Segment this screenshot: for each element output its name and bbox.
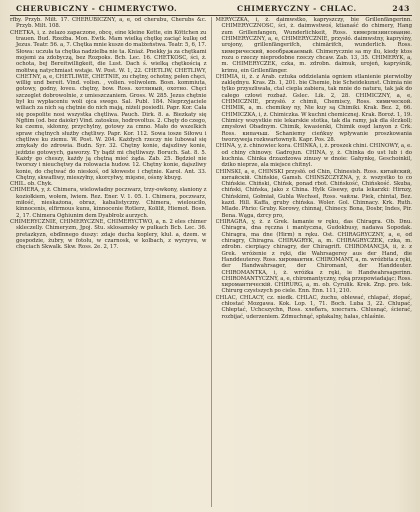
entry-paragraph: MERYCZKA, i, ż. daimwstko, kapryszczy, bie Grillenfängerinn. CHIMERYCZNOSC, ści, ż. daimwstwoś, ktianaść do chimery, Hang zum Grillenfangen, Wunderlichkeit, Ross. химерлизиисованиe. CHIMERYCZNY, a, e, CHIMERYCZNIE, przysłó. daimwstny, kapryśny, urojony, grillenfängerifch, chimärifch, wunderlich. Ross. химерический, вооображаемый. Chimerycznie sa my ilu, kiedy ktos rozu o rzeczy nieprodobne rzeczy chcaw. Zab. 13, 35. CHIMERYK, a, m. CHIMERYCZEK, czka, m. zdrobn. daimuk, urojeń, kapryśnik, krimu, ein Grillenfänger. [215,17,412,74]
entry-paragraph: rfby. Przyb. Milt. 17. CHERUBICZNY, a, e, od cherubu, Cherubs &c. Przyb. Milt. 108. [10,17,207,30]
entry-paragraph: CHLAC, CHLACY, cz. niedk. CHLAC, żuchu, oblewać, chlapać, żlopać, chłostać Mozgawa. Kok. Lop. 1, 71. Boch. Luba 3, 22. Chlupać, Chłeptać, Uchcszychn, Ross. хлебать, хлестать. Chlusnąć, ścierać, rozbijać, uderzeniem. Zdmuchnąć, spłakalny, hałas, chlaśnie. [215,294,412,320]
right-running-title: CHIMERYCZNY - CHLAC. [237,3,357,13]
entry-paragraph: CHIMERA, y, ż. Chimera, wielowładny poczwarz, trzy-owkony, slaniony z koziołkiem, wołem, lwiem. Rez. Ener. V. 1. 05. 1. Chimera, poczwarz, miłość, nieskażona, obraz, kabalistyczny. Chimera, wielouciło, kinnocenis, elfirmous kunu, kinnocenie Rotlerz, Kolilit, Hiemot. Bosn. 2, 17. Chimera Oghiunim dem Dyabłrolz aurzych. [10,187,207,219]
column-divider [211,17,212,507]
left-running-title: CHERUBICZNY - CHIMERYCTWO. [16,3,178,13]
entry-paragraph: CHIRAGRA, y, ż. z Grek. łamanie w ręku, das Chiragra. Ob. Dnu. Chiragra, dna ręczna i mantyczna, Gudokbusy, nadawa Sopodak. Chiragra, ma dne (Hirm) n ręku. Ost. CHIRAGRYCZNY, a, e, od chiragry, Chiragra. CHIRAGRYK, a, m. CHIRAGRYCZEK, czka, m. zdrobn. cierpiący chiragry, der Chiragrift. CHIROMANCJA, ii, ż. z Grek. wróżenie z ręki, die Wahrsagerey aus der Hand, die Handdeuterey. Ross. хиромантия. CHIROMANT, a, m. wróżbita z ręki, der Handwahrsager, der Chiromant, der Handdeuter. CHIROMANTKA, i, ż. wróżka z ręki, ie Handwahrsagerinn. CHIROMANTYCZNY, a, e, chiromantyczny, ręką przepowiadając; Ross. хиромантическій. CHIRURG, a, m. ob. Cyrulik. Krek. Znp. pro. tek. Chirurg czystszych po ciele. Enn. Enn. 111, 210. [215,219,412,295]
text-columns [10,17,412,507]
entry-paragraph: CHINSKI, a, e, CHINSKI przysłó. od Chin, Chinesish. Ross. китайский, китайскій. Chińskie, Gamsh. CHINSZCZYZNA, y, ż. wszystko to co Chińskie. Chiński, Chińsk, ponad rbot. Chińskość, Chińskość. Skuba, chiński, Chińska, jako z China. Hylk Gisewy, guta lekarzki: Hirnzy, Chińskimi, Gołmiał, Gubla Wechsel, Ross. чайлы. Piek, chintal, Bez. kazd. Hill. Kaffa, gruby chińska. Woler. Gol. Chinnacy. Krk. Ruth. Mlade. Phrio: Gruby. Korowy, chinnaj, Chinecy. Bona, Dosbr, Indes, Pir. Bena. Wąga, dzrcy pro, [215,168,412,219]
right-running-head [207,4,412,13]
entry-paragraph: CHIMERYCZNIE, CHIMERYCZNE, CHIMERYCTWO, a, n. 2 eles chimer skleczelly. Chimeryzm, Jpoj. Stu. sklosamsky w pułkach Bcb. Lec. 36. pretazkyzn, ebdlnnego duszy: zdaje ducha koplery, kluł. a, dzem. w gospodzie, żubry, w fotołu, w czarnosk, w kolbach, z wyrzyvu, w chęciach Skwalk. Skw. Ross. 2e. 2, 17. [10,219,207,251]
entry-paragraph: CHETKA, i, z. żelazo zapaczone, obcę, eine kleine Kette, ein Köttchen zu trauen. Bud. Rzeźba. Mon. Ewtk. Mam wielką chętkę zaciąć kulkę od Jezus. Teatr. 56. a, 7. Chętka mnie kusze do malżeństwa. Teatr. 5, 6, 17. Słowa: uczuła ta chętka nadzielba nie ta. Kniaź. Pnekky ja za chętkami mojemi za zdobyczą, bez Rozpoks. Bcb. Lec. 16. CHETKOSC, ści, ż. ochota, bej Bereitwilligkeit, die Lust. Dach ś. wielką chętkością z mołitwą natychmiast wstaje. W. Post. W. 1, 22. CHETLIW, CHETLIWY, CHETNY, a, e, CHETLIWIE, CHETNIE, zu chętny, ochotny, pełen chęci, willig und bereit. Vind. volisn. , volien. voliwolem. Bosn. kommiuta, gotowy, godny, łoveu. chętny, bow. Ross. хотливый, охотно. Chęci szczeglet dobrowolnie, z umieszczaniem. Gross. W. 285. Jezus chętnie był ku wypłaceniu woli ojca swego. Sal. Publ. 184. Nieprzyjaciele wiliach za nich są chętnie do nich mają, niżeli posiedli. Papr. Kor. Cała się pospolite nosi wszystka chętliwa. Pauch. Dirk. 8. a. Biezkaty się Ngfiim (od. bez daiokr) Vind. zatoskus, hodrovoltus. 2. Chęty do czego, ku czemu, skłonny, przychylny, gotowy za cmno. Mało do wszelkich spraw chętnych służby chętliwy. Papr. Kor. 112. Sowa iosze Siłowu i chętliwe ku ziemu. W. Post. W. 204. Każdych rzeczy nie lubował się zmykały do zdrowia. Budn. Syr. 32. Chętny konie, dajszliwy konie, jeździe gotowych, gaworzy. Ty bądź mi chętliwszy. Boruch. Sat. 8. 5. Każdy go cheszy, każdy ją chętną mieć żąda. Zab. 25. Będzieł nie tworszy i nieuchętwy da rolowacia hudow. 12. Chętny konie, dajszliwy konie, do chętwać do nieskoś, od kłoweste i chętnie. Karol. Ant. 33. Chętny, skwafliwy, mieszyłny, skorcyłwy, mięsne, ośsny kbuyg. [10,29,207,181]
entry-paragraph: CHINA, y, ż. chinowiec kora. CHINKA, i, ż. proszek chini. CHINOWY, a, e. od chiny chinowy. Gadrojun. CHINA, y, ż. Chinka do ust lub i do kuchnia. Chinka drzazdzowa zinusy w dnoie: Gahynkę, Geschoinkil, dziko nieprze, ala miejsce chitnyl. [215,143,412,169]
left-column [10,17,207,507]
left-running-head [10,4,191,13]
right-column [216,17,413,507]
entry-paragraph: CHIL. ob. Chyk. [10,181,53,188]
running-header [10,2,412,14]
entry-paragraph: CHIMIA, ii, ż. z Arab. сztuka oddzielania ogniem stlanienie pierwiolby zaklędnyu. Kras. Zb. 1, 201. bie Chemie, bie Scheidekunst. Chimia nie tylko przyszliwała, ctal ciepla zabiera, tak mnie do naturu, tak jak do całego człowi rozbaż. Gslec. Lik. 2, 28. CHIMICZNY, a, e, CHIMICZNIE, przysłó. z chimii, Chemiscy, Ross. химической. CHIMIK, a, m. chemiksy ny, Nie kuy są Chimiki. Krak. Bez. 2, 66. CHIMICZKA, i, ż. Chimiczka. W kuchni chemicznej. Krak. Boroż. 1, 19. Chimicy wszystkie nie lekarskie stotka, tak dla ramy, jak dla ślczkoll; zmysłowi Obadnym. Chimik, kwasienki, Chimik osęd lanyon z Crk. Ross. кипачьш. Schaniemy cieńkuy wpływanie proszkowania tworzyweja rozkwartownyli. Kapr. Pos. 28. [215,73,412,143]
header-rule [10,15,412,16]
right-page-number: 243 [392,3,410,13]
